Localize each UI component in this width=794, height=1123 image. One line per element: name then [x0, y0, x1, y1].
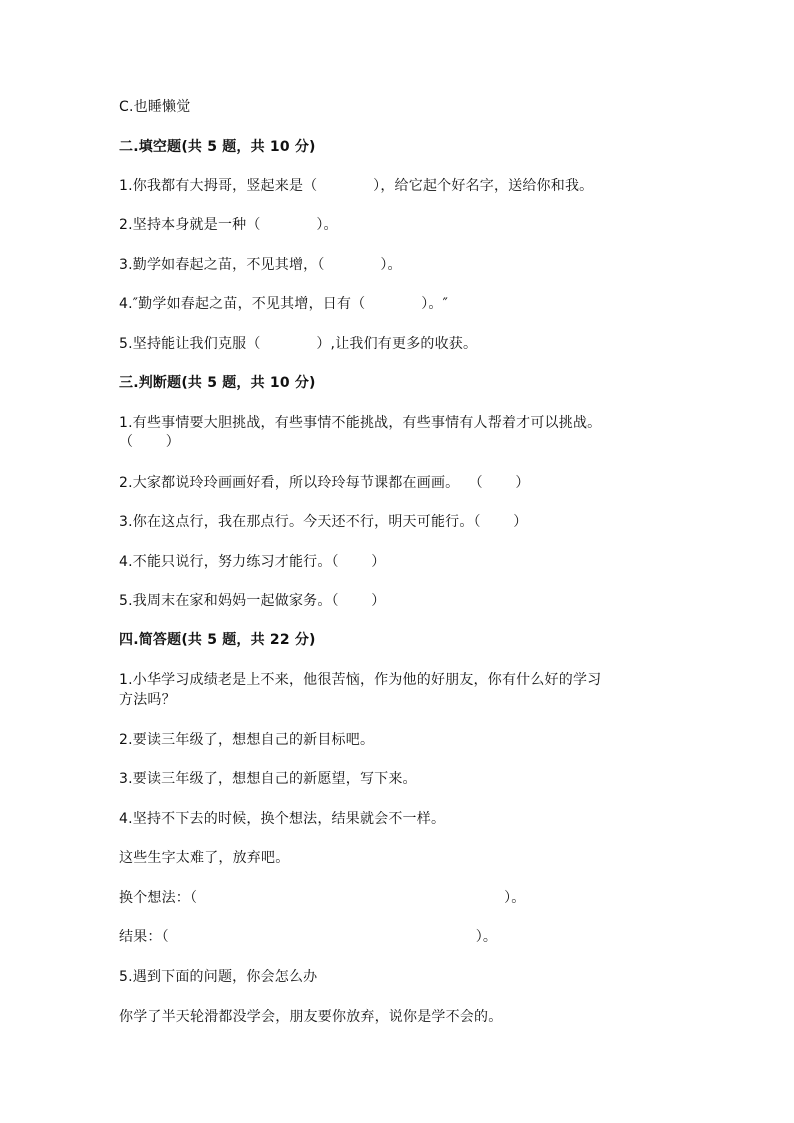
question-tf-3: 3.你在这点行，我在那点行。今天还不行，明天可能行。（ ）	[119, 514, 528, 530]
question-sa-4-prompt: 这些生字太难了，放弃吧。	[119, 850, 290, 866]
question-sa-4: 4.坚持不下去的时候，换个想法，结果就会不一样。	[119, 811, 446, 827]
question-sa-3: 3.要读三年级了，想想自己的新愿望，写下来。	[119, 771, 417, 787]
question-sa-2: 2.要读三年级了，想想自己的新目标吧。	[119, 732, 375, 748]
question-sa-1-cont: 方法吗？	[119, 692, 176, 708]
question-tf-4: 4.不能只说行，努力练习才能行。（ ）	[119, 554, 386, 570]
question-fill-3: 3.勤学如春起之苗，不见其增，（ ）。	[119, 257, 402, 273]
question-sa-5: 5.遇到下面的问题，你会怎么办	[119, 969, 318, 985]
question-tf-2: 2.大家都说玲玲画画好看，所以玲玲每节课都在画画。 （ ）	[119, 475, 530, 491]
question-sa-4-rethink: 换个想法：（ ）。	[119, 890, 526, 906]
question-fill-2: 2.坚持本身就是一种（ ）。	[119, 217, 338, 233]
question-tf-1-blank: （ ）	[119, 434, 180, 450]
question-sa-5-scenario: 你学了半天轮滑都没学会，朋友要你放弃，说你是学不会的。	[119, 1009, 503, 1025]
question-tf-1: 1.有些事情要大胆挑战，有些事情不能挑战，有些事情有人帮着才可以挑战。	[119, 415, 602, 431]
question-sa-1: 1.小华学习成绩老是上不来，他很苦恼，作为他的好朋友，你有什么好的学习	[119, 672, 602, 688]
question-sa-4-result: 结果：（ ）。	[119, 929, 498, 945]
option-c: C.也睡懒觉	[119, 99, 191, 115]
question-fill-4: 4.″勤学如春起之苗，不见其增，日有（ ）。″	[119, 296, 449, 312]
section-heading-true-false: 三.判断题(共 5 题，共 10 分)	[119, 375, 316, 391]
section-heading-short-answer: 四.简答题(共 5 题，共 22 分)	[119, 632, 316, 648]
question-fill-5: 5.坚持能让我们克服（ ）,让我们有更多的收获。	[119, 336, 478, 352]
question-fill-1: 1.你我都有大拇哥，竖起来是（ ），给它起个好名字，送给你和我。	[119, 178, 594, 194]
section-heading-fill-blank: 二.填空题(共 5 题，共 10 分)	[119, 139, 316, 155]
question-tf-5: 5.我周末在家和妈妈一起做家务。（ ）	[119, 593, 386, 609]
